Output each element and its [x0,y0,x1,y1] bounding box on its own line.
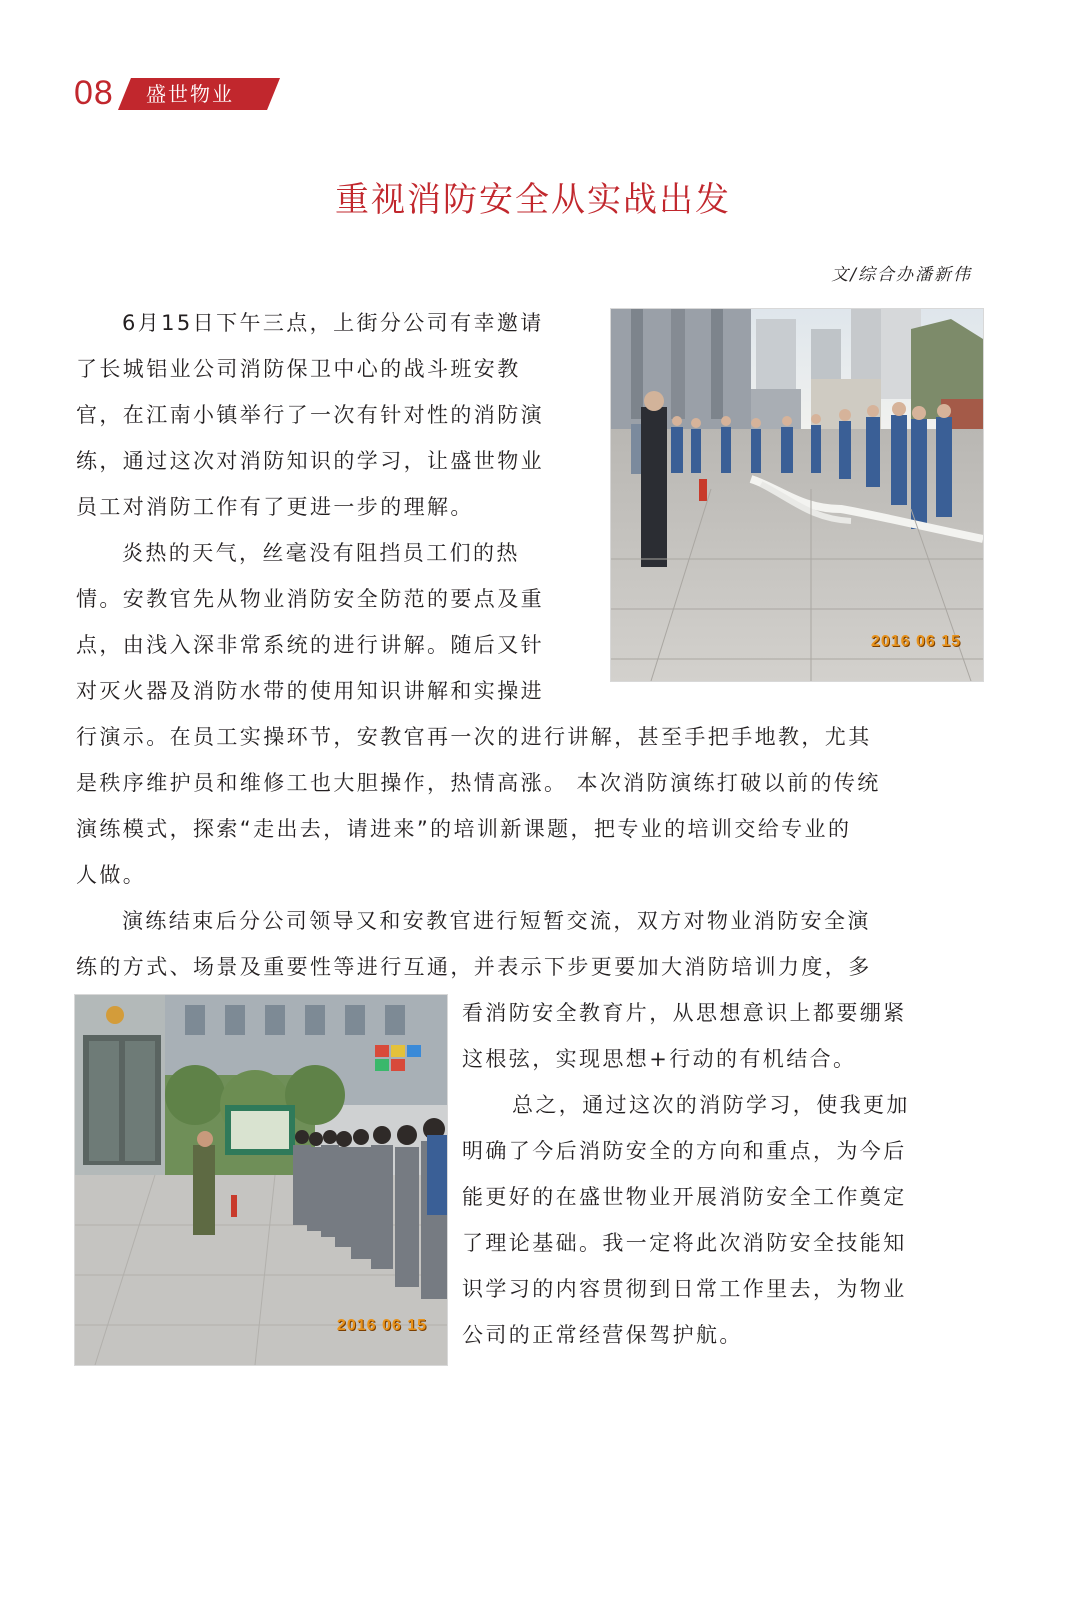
text-line: 官，在江南小镇举行了一次有针对性的消防演 [76,403,544,427]
text-line: 了理论基础。我一定将此次消防安全技能知 [462,1231,907,1255]
text-line: 情。安教官先从物业消防安全防范的要点及重 [76,587,544,611]
section-label: 盛世物业 [146,82,234,106]
text-line: 能更好的在盛世物业开展消防安全工作奠定 [462,1185,907,1209]
paragraph-3 [76,898,976,990]
page-header [74,74,294,112]
paragraph-2 [76,530,596,714]
text-line: 这根弦，实现思想+行动的有机结合。 [462,1047,857,1071]
text-line: 看消防安全教育片，从思想意识上都要绷紧 [462,1001,907,1025]
photo-staff-lineup [74,994,448,1366]
photo-staff-lineup-image [75,995,447,1365]
text-line: 演练模式，探索“走出去，请进来”的培训新课题，把专业的培训交给专业的 [76,817,852,841]
page-number: 08 [74,74,114,112]
photo-date-stamp: 2016 06 15 [870,633,961,650]
text-line: 人做。 [76,863,147,887]
paragraph-3-continued [462,990,972,1082]
photo-fire-drill-plaza [610,308,984,682]
paragraph-2-continued [76,714,976,898]
text-line: 公司的正常经营保驾护航。 [462,1323,743,1347]
text-line: 练，通过这次对消防知识的学习，让盛世物业 [76,449,544,473]
text-line: 炎热的天气，丝毫没有阻挡员工们的热 [122,541,520,565]
photo-date-stamp: 2016 06 15 [336,1317,427,1334]
text-line: 了长城铝业公司消防保卫中心的战斗班安教 [76,357,521,381]
text-line: 练的方式、场景及重要性等进行互通，并表示下步更要加大消防培训力度，多 [76,955,872,979]
text-line: 识学习的内容贯彻到日常工作里去，为物业 [462,1277,907,1301]
text-line: 点，由浅入深非常系统的进行讲解。随后又针 [76,633,544,657]
text-line: 总之，通过这次的消防学习，使我更加 [512,1093,910,1117]
text-line: 是秩序维护员和维修工也大胆操作，热情高涨。 本次消防演练打破以前的传统 [76,771,881,795]
text-line: 明确了今后消防安全的方向和重点，为今后 [462,1139,907,1163]
text-line: 演练结束后分公司领导又和安教官进行短暂交流，双方对物业消防安全演 [122,909,871,933]
text-line: 对灭火器及消防水带的使用知识讲解和实操进 [76,679,544,703]
text-line: 行演示。在员工实操环节，安教官再一次的进行讲解，甚至手把手地教，尤其 [76,725,872,749]
article-title: 重视消防安全从实战出发 [335,180,731,220]
article-byline: 文/综合办潘新伟 [831,265,972,285]
paragraph-4 [462,1082,972,1358]
paragraph-1 [76,300,596,530]
photo-fire-drill-plaza-image [611,309,983,681]
text-line: 员工对消防工作有了更进一步的理解。 [76,495,474,519]
text-line: 6月15日下午三点，上街分公司有幸邀请 [122,311,544,335]
